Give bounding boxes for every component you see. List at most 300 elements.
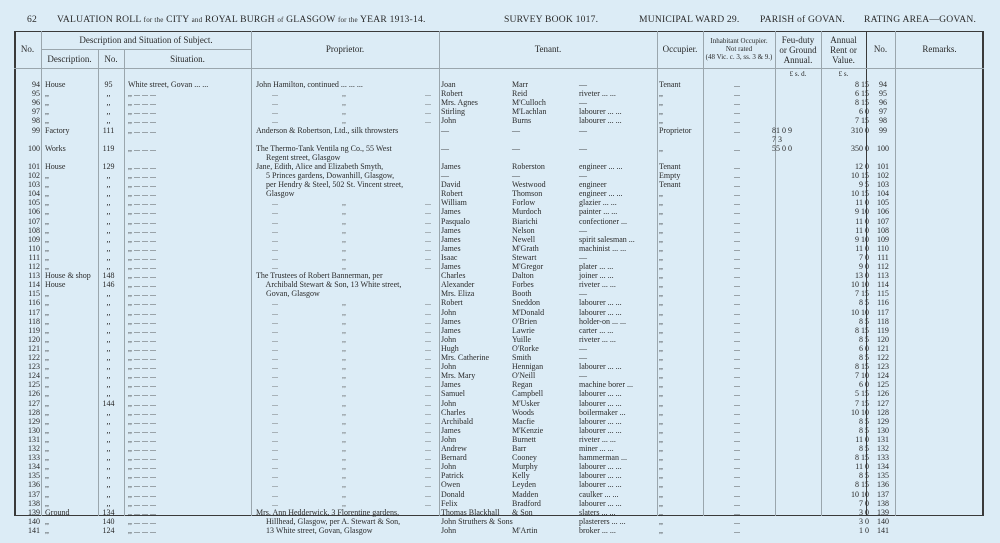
tenant-occupation: —: [579, 252, 587, 262]
row-number: 123: [28, 362, 40, 372]
municipal-ward: MUNICIPAL WARD 29.: [639, 14, 740, 25]
tenant-occupation: labourer ... ...: [579, 398, 622, 408]
row-situation: ,, ... ... ...: [128, 507, 156, 517]
row-number-right: 106: [877, 207, 889, 217]
tenant-occupation: miner ... ...: [579, 444, 614, 453]
tenant-last-name: & Son: [512, 507, 533, 517]
row-number: 120: [28, 334, 40, 344]
row-street-number: ,,: [106, 334, 111, 344]
annual-rent-value: 7 0: [859, 498, 869, 508]
header-annual-rent: [821, 35, 866, 65]
tenant-first-name: Stirling: [441, 107, 466, 117]
tenant-first-name: Andrew: [441, 444, 467, 453]
row-number: 105: [28, 198, 40, 208]
tenant-occupation: labourer ... ...: [579, 307, 622, 317]
table-row: [0, 171, 1000, 180]
row-situation: ,, ... ... ...: [128, 462, 156, 472]
tenant-last-name: Leyden: [512, 480, 536, 490]
tenant-occupation: —: [579, 371, 587, 381]
tenant-last-name: Madden: [512, 489, 539, 499]
tenant-occupation: riveter ... ...: [579, 334, 616, 344]
proprietor-ditto-mark: ,,: [342, 207, 346, 217]
tenant-first-name: James: [441, 316, 461, 326]
row-street-number: ,,: [106, 498, 111, 508]
row-description: ,,: [45, 316, 49, 326]
row-number-right: 99: [879, 125, 887, 135]
row-number-right: 126: [877, 389, 889, 399]
proprietor-ditto-mark: ,,: [342, 462, 346, 472]
table-row: [0, 107, 1000, 116]
inhabitant-mark: ...: [734, 444, 740, 453]
row-number: 126: [28, 389, 40, 399]
header-line: Annual: [830, 35, 857, 45]
row-description: ,,: [45, 252, 49, 262]
row-description: ,,: [45, 498, 49, 508]
tenant-occupation: plasterers ... ...: [579, 516, 626, 526]
row-street-number: 144: [102, 398, 115, 408]
row-situation: ,, ... ... ...: [128, 371, 156, 381]
title-part: for the: [337, 16, 358, 24]
annual-rent-value: 10 10: [851, 407, 869, 417]
row-street-number: ,,: [106, 353, 111, 362]
tenant-first-name: James: [441, 161, 461, 171]
row-number: 96: [32, 98, 40, 108]
row-number: 131: [28, 434, 40, 444]
tenant-last-name: Stewart: [512, 252, 537, 262]
proprietor-ditto-dots: ...: [425, 234, 431, 244]
proprietor-ditto-dots: ...: [272, 243, 278, 253]
tenant-last-name: M'Usker: [512, 398, 540, 408]
inhabitant-mark: ...: [734, 353, 740, 362]
inhabitant-mark: ...: [734, 398, 740, 408]
annual-rent-value: 8 5: [859, 444, 869, 453]
inhabitant-mark: ...: [734, 171, 740, 180]
tenant-last-name: —: [512, 143, 520, 153]
annual-rent-value: 8 15: [855, 98, 869, 108]
row-number-right: 140: [877, 516, 889, 526]
tenant-first-name: James: [441, 325, 461, 335]
occupier-status: ,,: [659, 398, 663, 408]
tenant-occupation: labourer ... ...: [579, 498, 622, 508]
row-description: ,,: [45, 334, 49, 344]
proprietor-ditto-dots: ...: [272, 343, 278, 353]
title-part: for the: [143, 16, 164, 24]
row-situation: ,, ... ... ...: [128, 325, 156, 335]
row-number: 98: [32, 116, 40, 126]
tenant-occupation: —: [579, 98, 587, 108]
row-description: ,,: [45, 425, 49, 435]
row-number-right: 95: [879, 89, 887, 99]
proprietor-ditto-dots: ...: [272, 116, 278, 126]
row-situation: ,, ... ... ...: [128, 98, 156, 108]
tenant-occupation: —: [579, 353, 587, 362]
proprietor-ditto-mark: ,,: [342, 116, 346, 126]
row-situation: ,, ... ... ...: [128, 243, 156, 253]
row-street-number: ,,: [106, 180, 111, 190]
row-situation: ,, ... ... ...: [128, 516, 156, 526]
occupier-status: ,,: [659, 198, 663, 208]
tenant-last-name: M'Kenzie: [512, 425, 544, 435]
row-street-number: ,,: [106, 444, 111, 453]
tenant-last-name: Thomson: [512, 189, 543, 199]
proprietor-text: Mrs. Ann Hedderwick, 3 Florentine gardens,: [256, 507, 400, 517]
row-street-number: ,,: [106, 98, 111, 108]
occupier-status: ,,: [659, 225, 663, 235]
tenant-occupation: labourer ... ...: [579, 362, 622, 372]
tenant-occupation: riveter ... ...: [579, 89, 616, 99]
proprietor-ditto-dots: ...: [425, 243, 431, 253]
tenant-first-name: —: [441, 171, 449, 180]
row-street-number: ,,: [106, 171, 111, 180]
table-row: [0, 207, 1000, 216]
inhabitant-mark: ...: [734, 480, 740, 490]
occupier-status: ,,: [659, 243, 663, 253]
row-description: ,,: [45, 107, 49, 117]
tenant-last-name: M'Gregor: [512, 262, 544, 271]
row-number-right: 118: [877, 316, 889, 326]
table-row: [0, 262, 1000, 271]
proprietor-ditto-dots: ...: [425, 371, 431, 381]
row-number: 140: [28, 516, 40, 526]
annual-rent-value: 8 15: [855, 80, 869, 89]
row-situation: ,, ... ... ...: [128, 425, 156, 435]
row-number: 112: [28, 262, 40, 271]
feu-duty-value: 7 3: [772, 134, 782, 144]
row-description: ,,: [45, 98, 49, 108]
proprietor-text: Hillhead, Glasgow, per A. Stewart & Son,: [256, 516, 401, 526]
row-situation: ,, ... ... ...: [128, 171, 156, 180]
row-description: ,,: [45, 398, 49, 408]
row-number-right: 116: [877, 298, 889, 308]
inhabitant-mark: ...: [734, 471, 740, 481]
proprietor-ditto-dots: ...: [272, 362, 278, 372]
inhabitant-mark: ...: [734, 280, 740, 290]
table-row: [0, 289, 1000, 298]
proprietor-ditto-mark: ,,: [342, 262, 346, 271]
annual-rent-value: 7 15: [855, 289, 869, 299]
occupier-status: ,,: [659, 516, 663, 526]
row-number-right: 98: [879, 116, 887, 126]
table-row: [0, 389, 1000, 398]
header-line: or Ground: [779, 45, 817, 55]
proprietor-ditto-mark: ,,: [342, 225, 346, 235]
row-number-right: 136: [877, 480, 889, 490]
proprietor-ditto-mark: ,,: [342, 434, 346, 444]
header-line: Rent or: [830, 45, 857, 55]
row-situation: ,, ... ... ...: [128, 525, 156, 535]
proprietor-ditto-dots: ...: [425, 416, 431, 426]
row-description: ,,: [45, 453, 49, 463]
proprietor-text: The Trustees of Robert Bannerman, per: [256, 271, 383, 281]
row-description: ,,: [45, 116, 49, 126]
row-number-right: 103: [877, 180, 889, 190]
row-description: ,,: [45, 225, 49, 235]
row-description: ,,: [45, 207, 49, 217]
row-street-number: ,,: [106, 207, 111, 217]
row-number-right: 139: [877, 507, 889, 517]
tenant-first-name: Alexander: [441, 280, 475, 290]
inhabitant-mark: ...: [734, 507, 740, 517]
occupier-status: ,,: [659, 262, 663, 271]
row-street-number: ,,: [106, 252, 111, 262]
row-number-right: 105: [877, 198, 889, 208]
row-street-number: ,,: [106, 107, 111, 117]
row-street-number: ,,: [106, 234, 111, 244]
row-situation: ,, ... ... ...: [128, 416, 156, 426]
row-number-right: 137: [877, 489, 889, 499]
row-description: ,,: [45, 371, 49, 381]
table-row: [0, 89, 1000, 98]
annual-rent-value: 8 5: [859, 334, 869, 344]
occupier-status: ,,: [659, 471, 663, 481]
row-description: ,,: [45, 198, 49, 208]
row-street-number: ,,: [106, 262, 111, 271]
row-number-right: 117: [877, 307, 889, 317]
proprietor-ditto-dots: ...: [425, 107, 431, 117]
proprietor-ditto-mark: ,,: [342, 198, 346, 208]
row-number: 102: [28, 171, 40, 180]
occupier-status: ,,: [659, 407, 663, 417]
proprietor-ditto-dots: ...: [425, 389, 431, 399]
proprietor-text: 5 Princes gardens, Dowanhill, Glasgow,: [256, 171, 395, 180]
tenant-first-name: Charles: [441, 407, 466, 417]
row-number-right: 113: [877, 271, 889, 281]
table-row: [0, 462, 1000, 471]
row-number: 116: [28, 298, 40, 308]
annual-rent-value: 11 0: [855, 434, 869, 444]
tenant-first-name: John: [441, 362, 457, 372]
tenant-last-name: M'Lachlan: [512, 107, 547, 117]
row-situation: ,, ... ... ...: [128, 198, 156, 208]
tenant-occupation: machine borer ...: [579, 380, 633, 390]
table-row: [0, 280, 1000, 289]
row-number: 97: [32, 107, 40, 117]
row-number-right: 96: [879, 98, 887, 108]
annual-rent-value: 8 5: [859, 316, 869, 326]
tenant-occupation: engineer ... ...: [579, 161, 623, 171]
tenant-last-name: Murdoch: [512, 207, 542, 217]
row-street-number: ,,: [106, 362, 111, 372]
table-row: [0, 162, 1000, 171]
proprietor-ditto-mark: ,,: [342, 380, 346, 390]
inhabitant-mark: ...: [734, 380, 740, 390]
inhabitant-mark: ...: [734, 107, 740, 117]
tenant-last-name: Westwood: [512, 180, 546, 190]
row-description: House & shop: [45, 271, 91, 281]
proprietor-text: Glasgow: [256, 189, 295, 199]
title-part: ROYAL BURGH: [202, 14, 278, 25]
inhabitant-mark: ...: [734, 416, 740, 426]
header-remarks: Remarks.: [922, 44, 957, 54]
occupier-status: ,,: [659, 389, 663, 399]
proprietor-ditto-dots: ...: [425, 225, 431, 235]
row-number: 115: [28, 289, 40, 299]
occupier-status: ,,: [659, 216, 663, 226]
tenant-occupation: labourer ... ...: [579, 389, 622, 399]
row-street-number: ,,: [106, 89, 111, 99]
header-description-group: Description and Situation of Subject.: [79, 35, 213, 45]
row-street-number: ,,: [106, 425, 111, 435]
proprietor-ditto-dots: ...: [272, 371, 278, 381]
table-row: [0, 235, 1000, 244]
inhabitant-mark: ...: [734, 225, 740, 235]
inhabitant-mark: ...: [734, 98, 740, 108]
row-number: 110: [28, 243, 40, 253]
header-line: Not rated: [725, 45, 753, 53]
row-number-right: 125: [877, 380, 889, 390]
proprietor-ditto-dots: ...: [272, 444, 278, 453]
table-row: [0, 353, 1000, 362]
row-number-right: 111: [877, 252, 889, 262]
row-street-number: ,,: [106, 389, 111, 399]
inhabitant-mark: ...: [734, 289, 740, 299]
annual-rent-value: 8 5: [859, 471, 869, 481]
row-situation: ,, ... ... ...: [128, 280, 156, 290]
row-number-right: 138: [877, 498, 889, 508]
proprietor-ditto-mark: ,,: [342, 234, 346, 244]
row-number: 138: [28, 498, 40, 508]
proprietor-text: 13 White street, Govan, Glasgow: [256, 525, 373, 535]
inhabitant-mark: ...: [734, 489, 740, 499]
proprietor-ditto-dots: ...: [272, 453, 278, 463]
row-number-right: 122: [877, 353, 889, 362]
tenant-occupation: engineer ... ...: [579, 189, 623, 199]
occupier-status: ,,: [659, 416, 663, 426]
tenant-first-name: Bernard: [441, 453, 467, 463]
row-number-right: 120: [877, 334, 889, 344]
proprietor-ditto-dots: ...: [425, 252, 431, 262]
proprietor-ditto-dots: ...: [272, 316, 278, 326]
occupier-status: ,,: [659, 334, 663, 344]
proprietor-ditto-dots: ...: [272, 353, 278, 362]
table-row: [0, 244, 1000, 253]
row-number: 107: [28, 216, 40, 226]
tenant-first-name: John: [441, 307, 457, 317]
tenant-first-name: David: [441, 180, 461, 190]
header-tenant: Tenant.: [534, 44, 562, 54]
row-street-number: ,,: [106, 225, 111, 235]
row-street-number: 129: [102, 161, 115, 171]
table-row: [0, 499, 1000, 508]
table-row: [0, 126, 1000, 135]
row-situation: ,, ... ... ...: [128, 434, 156, 444]
inhabitant-mark: ...: [734, 343, 740, 353]
row-street-number: ,,: [106, 189, 111, 199]
proprietor-ditto-mark: ,,: [342, 307, 346, 317]
proprietor-ditto-dots: ...: [272, 425, 278, 435]
inhabitant-mark: ...: [734, 116, 740, 126]
inhabitant-mark: ...: [734, 434, 740, 444]
inhabitant-mark: ...: [734, 198, 740, 208]
tenant-first-name: Donald: [441, 489, 465, 499]
occupier-status: ,,: [659, 189, 663, 199]
inhabitant-mark: ...: [734, 180, 740, 190]
inhabitant-mark: ...: [734, 125, 740, 135]
row-number: 109: [28, 234, 40, 244]
proprietor-ditto-dots: ...: [425, 262, 431, 271]
annual-rent-value: 8 5: [859, 353, 869, 362]
table-row: [0, 417, 1000, 426]
tenant-last-name: Kelly: [512, 471, 530, 481]
tenant-last-name: Hennigan: [512, 362, 544, 372]
occupier-status: ,,: [659, 498, 663, 508]
tenant-first-name: James: [441, 243, 461, 253]
row-number-right: 100: [877, 143, 889, 153]
tenant-last-name: Macfie: [512, 416, 535, 426]
row-situation: ,, ... ... ...: [128, 234, 156, 244]
header-line: Annual.: [783, 55, 813, 65]
proprietor-ditto-dots: ...: [425, 316, 431, 326]
row-description: ,,: [45, 389, 49, 399]
occupier-status: ,,: [659, 107, 663, 117]
row-situation: ,, ... ... ...: [128, 116, 156, 126]
proprietor-ditto-mark: ,,: [342, 325, 346, 335]
row-number-right: 134: [877, 462, 889, 472]
tenant-occupation: holder-on ... ...: [579, 316, 626, 326]
row-number-right: 114: [877, 280, 889, 290]
annual-rent-value: 11 0: [855, 462, 869, 472]
row-situation: ,, ... ... ...: [128, 353, 156, 362]
row-street-number: ,,: [106, 480, 111, 490]
header-feu-duty: [775, 35, 821, 65]
row-situation: ,, ... ... ...: [128, 316, 156, 326]
table-row: [0, 362, 1000, 371]
proprietor-ditto-mark: ,,: [342, 498, 346, 508]
proprietor-ditto-mark: ,,: [342, 362, 346, 372]
tenant-last-name: Smith: [512, 353, 532, 362]
tenant-occupation: labourer ... ...: [579, 471, 622, 481]
proprietor-ditto-dots: ...: [272, 234, 278, 244]
row-situation: ,, ... ... ...: [128, 180, 156, 190]
annual-rent-value: 11 0: [855, 225, 869, 235]
proprietor-ditto-dots: ...: [425, 471, 431, 481]
table-row: [0, 217, 1000, 226]
tenant-first-name: James: [441, 380, 461, 390]
row-description: ,,: [45, 262, 49, 271]
row-number: 106: [28, 207, 40, 217]
header-proprietor: Proprietor.: [325, 44, 365, 54]
occupier-status: ,,: [659, 307, 663, 317]
proprietor-ditto-dots: ...: [425, 380, 431, 390]
inhabitant-mark: ...: [734, 389, 740, 399]
tenant-first-name: Patrick: [441, 471, 464, 481]
occupier-status: ,,: [659, 507, 663, 517]
occupier-status: Tenant: [659, 80, 681, 89]
row-description: Ground: [45, 507, 70, 517]
proprietor-ditto-mark: ,,: [342, 334, 346, 344]
row-description: Works: [45, 143, 66, 153]
row-situation: ,, ... ... ...: [128, 252, 156, 262]
tenant-last-name: Barr: [512, 444, 527, 453]
tenant-last-name: Marr: [512, 80, 528, 89]
proprietor-ditto-dots: ...: [272, 389, 278, 399]
tenant-first-name: Charles: [441, 271, 466, 281]
occupier-status: ,,: [659, 98, 663, 108]
parish: PARISH of GOVAN.: [760, 14, 846, 25]
row-number-right: 124: [877, 371, 889, 381]
row-situation: ,, ... ... ...: [128, 125, 156, 135]
annual-rent-value: 11 0: [855, 216, 869, 226]
proprietor-ditto-dots: ...: [425, 216, 431, 226]
table-row: [0, 153, 1000, 162]
proprietor-ditto-mark: ,,: [342, 243, 346, 253]
tenant-occupation: —: [579, 289, 587, 299]
proprietor-ditto-mark: ,,: [342, 98, 346, 108]
row-situation: ,, ... ... ...: [128, 298, 156, 308]
header-line: Value.: [832, 55, 855, 65]
row-number: 135: [28, 471, 40, 481]
tenant-first-name: Mrs. Eliza: [441, 289, 475, 299]
